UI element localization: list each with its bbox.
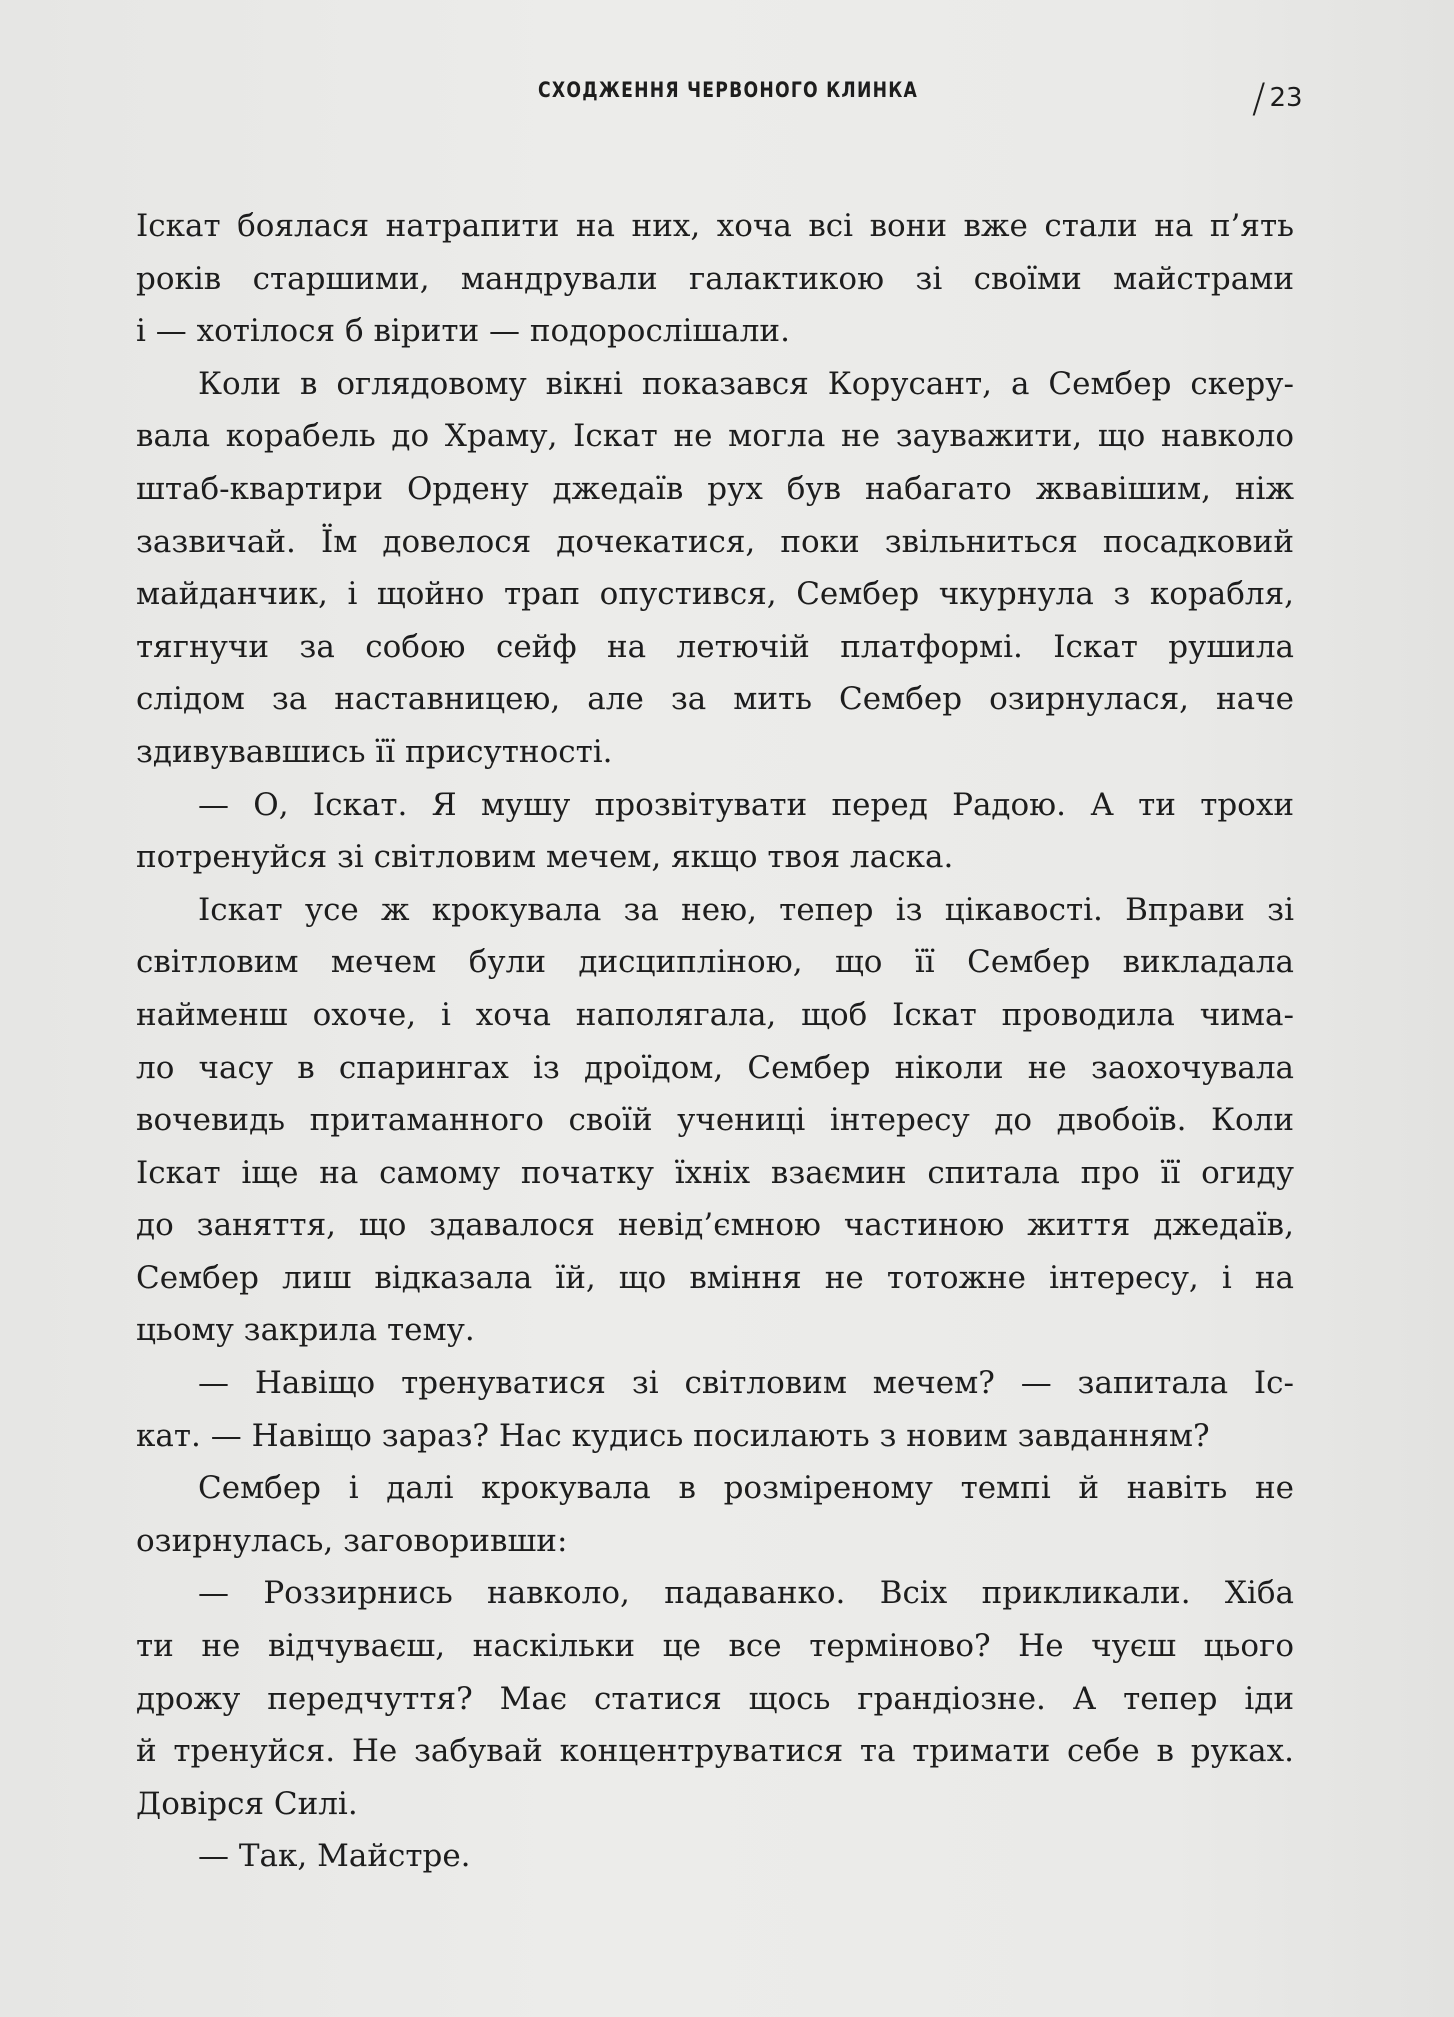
folio-slash: /	[1252, 76, 1266, 122]
text-line: ти не відчуваєш, наскільки це все терміново? Не чуєш цього	[136, 1628, 1294, 1665]
text-line: майданчик, і щойно трап опустився, Сембер чкурнула з корабля,	[136, 576, 1294, 613]
text-line: Сембер і далі крокувала в розміреному темпі й навіть не	[198, 1470, 1294, 1507]
text-line: Довірся Силі.	[136, 1785, 358, 1822]
text-line: здивувавшись її присутності.	[136, 733, 613, 770]
text-line: до заняття, що здавалося невід’ємною частиною життя джедаїв,	[136, 1207, 1294, 1244]
text-line: дрожу передчуття? Має статися щось грандіозне. А тепер іди	[136, 1680, 1294, 1717]
text-line: — Роззирнись навколо, падаванко. Всіх прикликали. Хіба	[198, 1575, 1294, 1612]
text-line: років старшими, мандрували галактикою зі своїми майстрами	[136, 260, 1294, 297]
text-line: озирнулась, заговоривши:	[136, 1522, 568, 1559]
text-line: світловим мечем були дисципліною, що її Сембер викладала	[136, 944, 1294, 981]
text-line: й тренуйся. Не забувай концентруватися та тримати себе в руках.	[136, 1733, 1294, 1770]
text-line: тягнучи за собою сейф на летючій платформі. Іскат рушила	[136, 628, 1294, 665]
text-line: ло часу в спарингах із дроїдом, Сембер ніколи не заохочувала	[136, 1049, 1294, 1086]
book-title: СХОДЖЕННЯ ЧЕРВОНОГО КЛИНКА	[538, 78, 919, 102]
text-line: Сембер лиш відказала їй, що вміння не тотожне інтересу, і на	[136, 1259, 1294, 1296]
page-number	[1252, 70, 1303, 122]
text-line: Іскат боялася натрапити на них, хоча всі вони вже стали на п’ять	[136, 208, 1294, 244]
running-head	[0, 76, 1454, 122]
text-line: — О, Іскат. Я мушу прозвітувати перед Радою. А ти трохи	[198, 786, 1294, 823]
page-number-value: 23	[1269, 83, 1303, 113]
text-line: — Навіщо тренуватися зі світловим мечем? — запитала Іс-	[198, 1365, 1294, 1402]
text-line: Іскат іще на самому початку їхніх взаємин спитала про її огиду	[136, 1154, 1294, 1191]
text-line: штаб-квартири Ордену джедаїв рух був набагато жвавішим, ніж	[136, 470, 1294, 507]
text-line: вала корабель до Храму, Іскат не могла не зауважити, що навколо	[136, 418, 1294, 455]
text-line: вочевидь притаманного своїй учениці інтересу до двобоїв. Коли	[136, 1102, 1294, 1139]
text-line: зазвичай. Їм довелося дочекатися, поки звільниться посадковий	[136, 523, 1294, 560]
text-line: слідом за наставницею, але за мить Сембер озирнулася, наче	[136, 681, 1294, 718]
body-text	[136, 200, 1294, 1883]
text-line: — Так, Майстре.	[198, 1838, 471, 1875]
text-line: найменш охоче, і хоча наполягала, щоб Іскат проводила чима-	[136, 996, 1294, 1033]
text-line: Іскат усе ж крокувала за нею, тепер із цікавості. Вправи зі	[198, 891, 1294, 928]
text-line: Коли в оглядовому вікні показався Корусант, а Сембер скеру-	[198, 365, 1294, 402]
text-line: цьому закрила тему.	[136, 1312, 475, 1349]
text-line: кат. — Навіщо зараз? Нас кудись посилають з новим завданням?	[136, 1417, 1210, 1454]
text-line: потренуйся зі світловим мечем, якщо твоя ласка.	[136, 839, 954, 876]
text-line: і — хотілося б вірити — подорослішали.	[136, 313, 790, 350]
